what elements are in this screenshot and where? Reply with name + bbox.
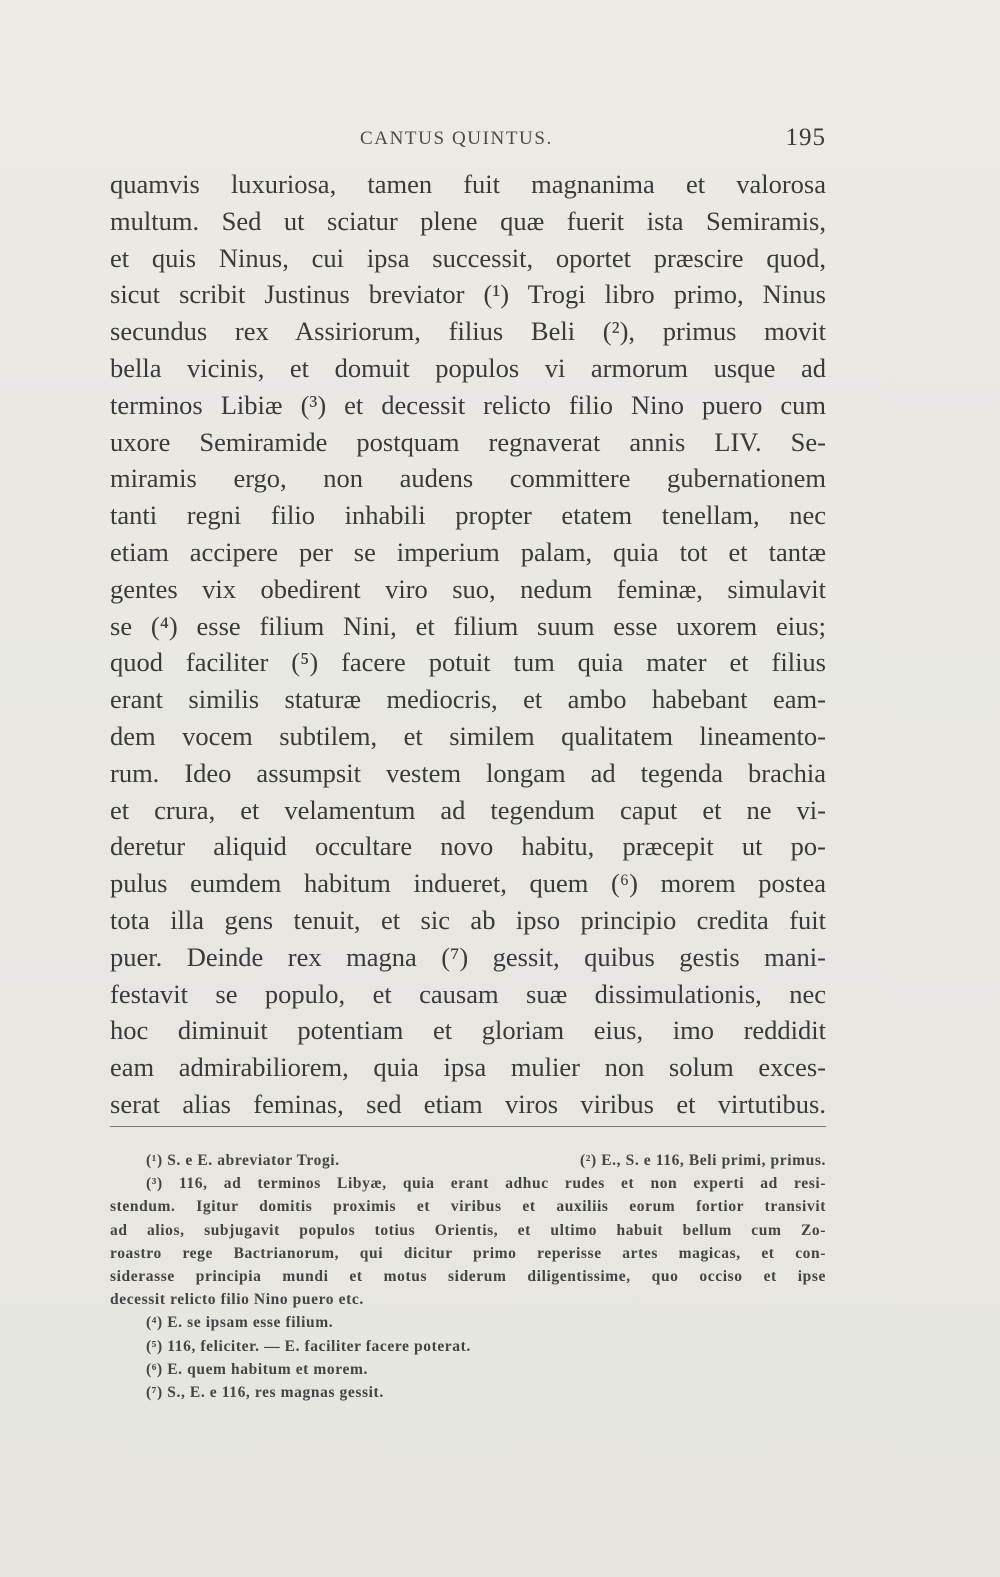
text-line: rum. Ideo assumpsit vestem longam ad tegenda brachia — [110, 757, 826, 788]
running-head — [110, 124, 826, 156]
text-line: sicut scribit Justinus breviator (¹) Trogi libro primo, Ninus — [110, 279, 826, 310]
text-line: eam admirabiliorem, quia ipsa mulier non solum exces- — [110, 1052, 826, 1083]
text-line: et quis Ninus, cui ipsa successit, oportet præscire quod, — [110, 242, 826, 273]
text-line: pulus eumdem habitum indueret, quem (⁶) morem postea — [110, 868, 826, 899]
text-line: multum. Sed ut sciatur plene quæ fuerit ista Semiramis, — [110, 205, 826, 236]
footnotes — [110, 1149, 826, 1404]
page-number: 195 — [785, 124, 826, 151]
footnote-5: (⁵) 116, feliciter. — E. faciliter facere poterat. — [146, 1337, 471, 1355]
footnote-1: (¹) S. e E. abreviator Trogi. — [146, 1152, 340, 1169]
footnote-row — [110, 1149, 826, 1172]
text-line: secundus rex Assiriorum, filius Beli (²), primus movit — [110, 316, 826, 347]
footnote-3-line: roastro rege Bactrianorum, qui dicitur primo reperisse artes magicas, et con- — [110, 1244, 826, 1262]
footnote-3-line: siderasse principia mundi et motus siderum diligentissime, quo occiso et ipse — [110, 1267, 826, 1285]
footnote-3-line: stendum. Igitur domitis proximis et viribus et auxiliis eorum fortior transivit — [110, 1198, 826, 1216]
text-line: deretur aliquid occultare novo habitu, præcepit ut po- — [110, 831, 826, 862]
footnote-2: (²) E., S. e 116, Beli primi, primus. — [579, 1152, 826, 1169]
footnote-3-line: (³) 116, ad terminos Libyæ, quia erant adhuc rudes et non experti ad resi- — [146, 1175, 826, 1193]
chapter-title: CANTUS QUINTUS. — [360, 128, 553, 149]
text-line: hoc diminuit potentiam et gloriam eius, imo reddidit — [110, 1015, 826, 1046]
text-line: bella vicinis, et domuit populos vi armorum usque ad — [110, 352, 826, 383]
text-line: serat alias feminas, sed etiam viros viribus et virtutibus. — [110, 1088, 826, 1119]
text-line: quamvis luxuriosa, tamen fuit magnanima et valorosa — [110, 169, 826, 199]
text-line: terminos Libiæ (³) et decessit relicto filio Nino puero cum — [110, 389, 826, 420]
text-line: tanti regni filio inhabili propter etatem tenellam, nec — [110, 500, 826, 531]
body-text — [110, 166, 826, 1123]
footnote-4: (⁴) E. se ipsam esse filium. — [146, 1314, 334, 1332]
footnote-3-line: decessit relicto filio Nino puero etc. — [110, 1291, 364, 1309]
text-line: quod faciliter (⁵) facere potuit tum quia mater et filius — [110, 647, 826, 678]
text-line: miramis ergo, non audens committere gubernationem — [110, 463, 826, 494]
footnote-7: (⁷) S., E. e 116, res magnas gessit. — [146, 1383, 384, 1401]
text-line: gentes vix obedirent viro suo, nedum feminæ, simulavit — [110, 573, 826, 604]
footnote-6: (⁶) E. quem habitum et morem. — [146, 1360, 368, 1378]
text-line: uxore Semiramide postquam regnaverat annis LIV. Se- — [110, 426, 826, 457]
text-line: erant similis staturæ mediocris, et ambo habebant eam- — [110, 684, 826, 715]
footnote-3-line: ad alios, subjugavit populos totius Orientis, et ultimo habuit bellum cum Zo- — [110, 1221, 826, 1239]
text-line: puer. Deinde rex magna (⁷) gessit, quibus gestis mani- — [110, 941, 826, 972]
text-line: et crura, et velamentum ad tegendum caput et ne vi- — [110, 794, 826, 825]
text-line: se (⁴) esse filium Nini, et filium suum esse uxorem eius; — [110, 610, 826, 641]
footnote-divider — [110, 1126, 826, 1127]
text-line: etiam accipere per se imperium palam, quia tot et tantæ — [110, 536, 826, 567]
text-line: festavit se populo, et causam suæ dissimulationis, nec — [110, 978, 826, 1009]
text-line: tota illa gens tenuit, et sic ab ipso principio credita fuit — [110, 904, 826, 935]
text-line: dem vocem subtilem, et similem qualitatem lineamento- — [110, 720, 826, 751]
